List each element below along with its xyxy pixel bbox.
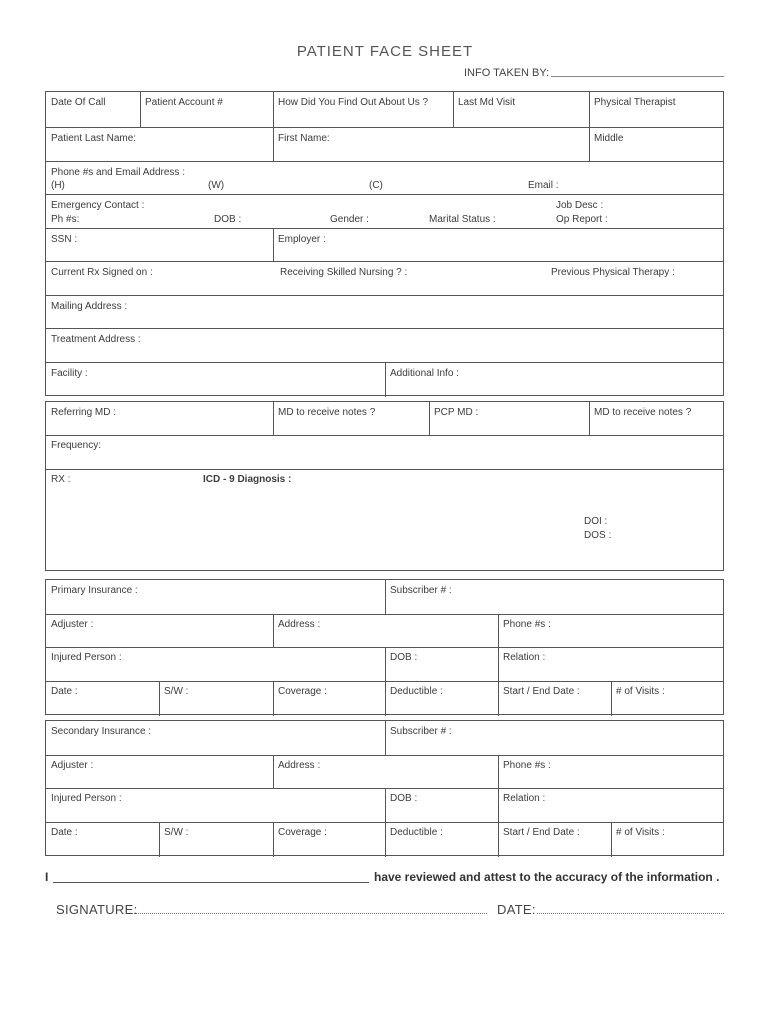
last-name-field[interactable]: Patient Last Name: — [51, 133, 137, 144]
patient-info-table — [45, 91, 724, 396]
middle-name-field[interactable]: Middle — [594, 133, 624, 144]
secondary-subscriber-field[interactable]: Subscriber # : — [390, 726, 452, 737]
op-report-field[interactable]: Op Report : — [556, 214, 608, 225]
primary-coverage-field[interactable]: Coverage : — [278, 686, 327, 697]
previous-pt-field[interactable]: Previous Physical Therapy : — [551, 267, 675, 278]
info-taken-by-field[interactable] — [551, 76, 724, 77]
emergency-phone-field[interactable]: Ph #s: — [51, 214, 80, 225]
date-label: DATE: — [497, 902, 536, 917]
date-of-call-field[interactable]: Date Of Call — [51, 97, 106, 108]
pcp-md-field[interactable]: PCP MD : — [434, 407, 479, 418]
primary-visits-field[interactable]: # of Visits : — [616, 686, 665, 697]
secondary-injured-person-field[interactable]: Injured Person : — [51, 793, 122, 804]
referral-table — [45, 401, 724, 571]
secondary-adjuster-field[interactable]: Adjuster : — [51, 760, 94, 771]
primary-insurance-field[interactable]: Primary Insurance : — [51, 585, 138, 596]
primary-start-end-date-field[interactable]: Start / End Date : — [503, 686, 580, 697]
frequency-field[interactable]: Frequency: — [51, 440, 102, 451]
secondary-dob-field[interactable]: DOB : — [390, 793, 418, 804]
page-title: PATIENT FACE SHEET — [296, 43, 474, 60]
emergency-contact-field[interactable]: Emergency Contact : — [51, 200, 145, 211]
primary-phone-field[interactable]: Phone #s : — [503, 619, 551, 630]
dos-field[interactable]: DOS : — [584, 530, 612, 541]
treatment-address-field[interactable]: Treatment Address : — [51, 334, 141, 345]
phone-email-label: Phone #s and Email Address : — [51, 167, 185, 178]
attest-i: I — [45, 870, 49, 884]
primary-sw-field[interactable]: S/W : — [164, 686, 189, 697]
primary-insurance-table — [45, 579, 724, 715]
secondary-relation-field[interactable]: Relation : — [503, 793, 546, 804]
how-found-field[interactable]: How Did You Find Out About Us ? — [278, 97, 429, 108]
skilled-nursing-field[interactable]: Receiving Skilled Nursing ? : — [280, 267, 408, 278]
icd9-diagnosis-field[interactable]: ICD - 9 Diagnosis : — [203, 474, 292, 485]
secondary-insurance-field[interactable]: Secondary Insurance : — [51, 726, 152, 737]
secondary-address-field[interactable]: Address : — [278, 760, 321, 771]
last-md-visit-field[interactable]: Last Md Visit — [458, 97, 516, 108]
primary-dob-field[interactable]: DOB : — [390, 652, 418, 663]
email-field[interactable]: Email : — [528, 180, 559, 191]
home-phone-field[interactable]: (H) — [51, 180, 65, 191]
marital-status-field[interactable]: Marital Status : — [429, 214, 496, 225]
secondary-date-field[interactable]: Date : — [51, 827, 78, 838]
secondary-visits-field[interactable]: # of Visits : — [616, 827, 665, 838]
mailing-address-field[interactable]: Mailing Address : — [51, 301, 128, 312]
current-rx-field[interactable]: Current Rx Signed on : — [51, 267, 153, 278]
ssn-field[interactable]: SSN : — [51, 234, 78, 245]
additional-info-field[interactable]: Additional Info : — [390, 368, 459, 379]
primary-relation-field[interactable]: Relation : — [503, 652, 546, 663]
secondary-start-end-date-field[interactable]: Start / End Date : — [503, 827, 580, 838]
dob-field[interactable]: DOB : — [214, 214, 242, 225]
attest-statement: have reviewed and attest to the accuracy of the information . — [374, 870, 720, 884]
facility-field[interactable]: Facility : — [51, 368, 88, 379]
signature-field[interactable] — [132, 913, 487, 914]
info-taken-by-label: INFO TAKEN BY: — [464, 67, 550, 79]
doi-field[interactable]: DOI : — [584, 516, 608, 527]
primary-address-field[interactable]: Address : — [278, 619, 321, 630]
work-phone-field[interactable]: (W) — [208, 180, 225, 191]
secondary-insurance-table — [45, 720, 724, 856]
attest-name-field[interactable] — [53, 882, 369, 883]
rx-field[interactable]: RX : — [51, 474, 71, 485]
secondary-coverage-field[interactable]: Coverage : — [278, 827, 327, 838]
secondary-deductible-field[interactable]: Deductible : — [390, 827, 443, 838]
md-notes-referring-field[interactable]: MD to receive notes ? — [278, 407, 376, 418]
signature-label: SIGNATURE: — [56, 902, 138, 917]
primary-adjuster-field[interactable]: Adjuster : — [51, 619, 94, 630]
patient-account-field[interactable]: Patient Account # — [145, 97, 223, 108]
primary-subscriber-field[interactable]: Subscriber # : — [390, 585, 452, 596]
primary-deductible-field[interactable]: Deductible : — [390, 686, 443, 697]
date-field[interactable] — [537, 913, 724, 914]
first-name-field[interactable]: First Name: — [278, 133, 330, 144]
referring-md-field[interactable]: Referring MD : — [51, 407, 117, 418]
job-desc-field[interactable]: Job Desc : — [556, 200, 604, 211]
primary-date-field[interactable]: Date : — [51, 686, 78, 697]
employer-field[interactable]: Employer : — [278, 234, 326, 245]
cell-phone-field[interactable]: (C) — [369, 180, 383, 191]
secondary-phone-field[interactable]: Phone #s : — [503, 760, 551, 771]
physical-therapist-field[interactable]: Physical Therapist — [594, 97, 676, 108]
md-notes-pcp-field[interactable]: MD to receive notes ? — [594, 407, 692, 418]
gender-field[interactable]: Gender : — [330, 214, 369, 225]
secondary-sw-field[interactable]: S/W : — [164, 827, 189, 838]
primary-injured-person-field[interactable]: Injured Person : — [51, 652, 122, 663]
